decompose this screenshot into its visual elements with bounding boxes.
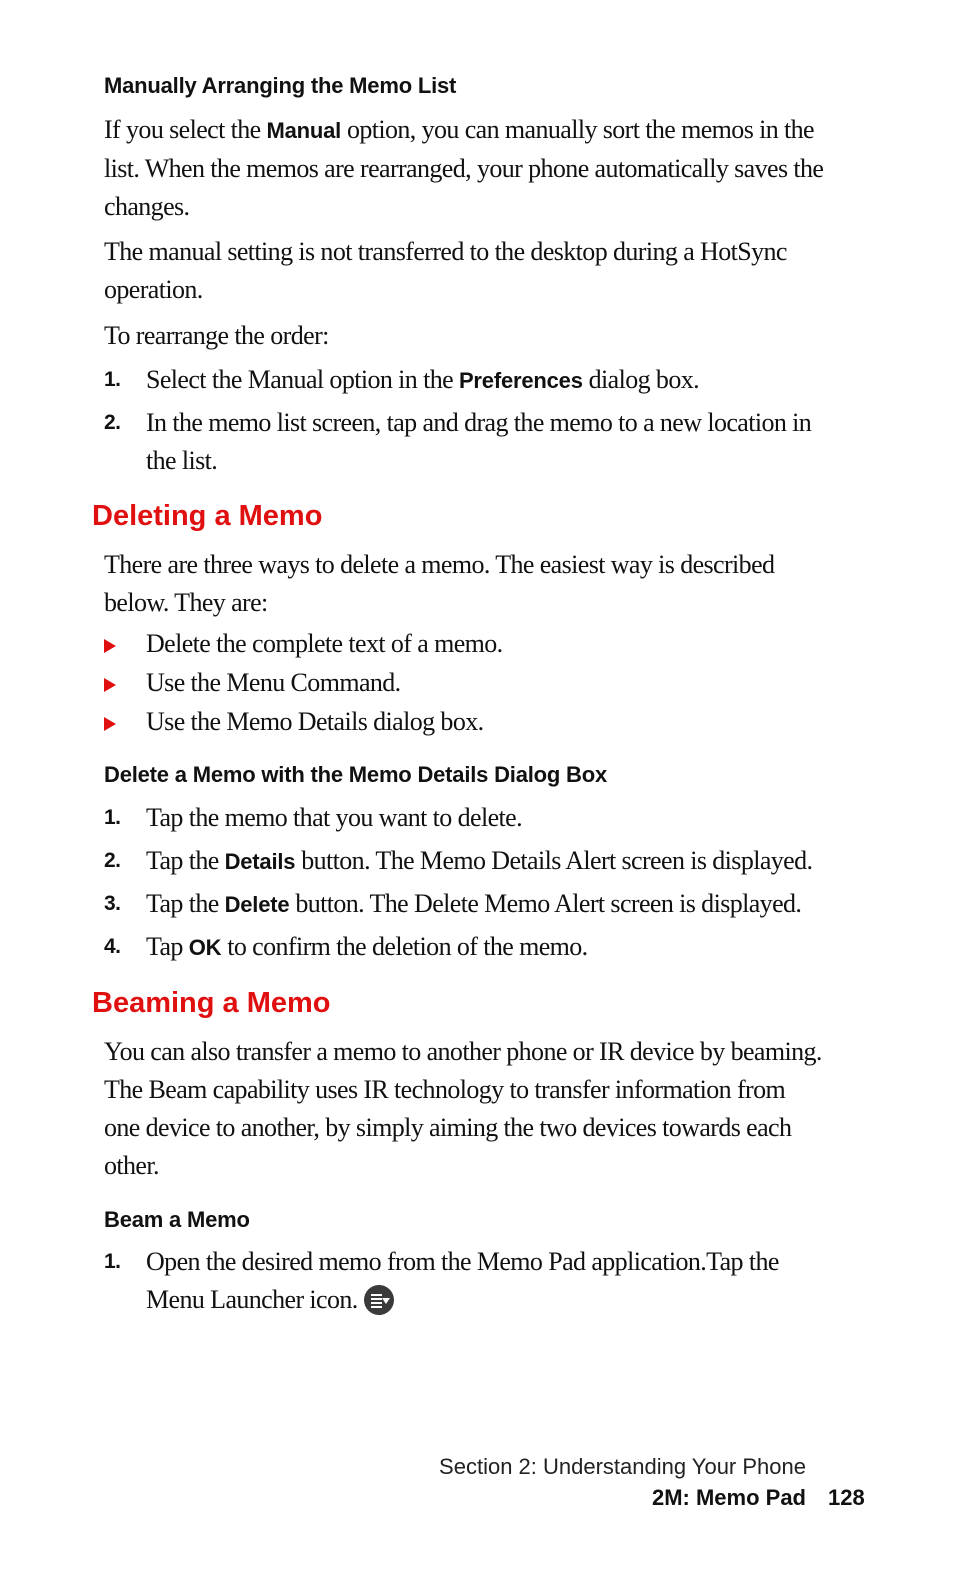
paragraph-beam-intro: You can also transfer a memo to another phone or IR device by beaming. The Beam capability uses IR technology to transfer information from one device to another, by simply aiming the two devices towards each other. bbox=[104, 1037, 822, 1180]
step-number: 2. bbox=[104, 411, 121, 434]
paragraph-delete-intro: There are three ways to delete a memo. The easiest way is described below. They are: bbox=[104, 550, 775, 617]
bold-term: Manual bbox=[266, 118, 342, 143]
step-text-part: Tap bbox=[146, 932, 189, 961]
step-item bbox=[104, 404, 824, 480]
bold-term: Preferences bbox=[458, 368, 583, 393]
step-number: 1. bbox=[104, 368, 121, 391]
step-text-part: Tap the bbox=[146, 846, 225, 875]
paragraph-rearrange-intro: To rearrange the order: bbox=[104, 321, 329, 350]
step-item bbox=[104, 799, 824, 838]
step-text bbox=[146, 1243, 824, 1319]
bullet-item bbox=[104, 703, 824, 741]
step-number: 3. bbox=[104, 892, 121, 915]
step-text-part: button. The Memo Details Alert screen is displayed. bbox=[295, 846, 813, 875]
paragraph-text: If you select the bbox=[104, 115, 267, 144]
step-item bbox=[104, 361, 824, 400]
paragraph-text: option, you can manually sort the memos in the list. When the memos are rearranged, your phone automatically saves the changes. bbox=[104, 115, 824, 221]
step-text-part: Select the Manual option in the bbox=[146, 365, 459, 394]
section-heading-beaming: Beaming a Memo bbox=[92, 987, 331, 1019]
paragraph-hotsync-note: The manual setting is not transferred to the desktop during a HotSync operation. bbox=[104, 237, 787, 304]
subheading-delete-details: Delete a Memo with the Memo Details Dialog Box bbox=[104, 762, 608, 787]
step-text bbox=[146, 885, 824, 924]
footer-chapter-label: 2M: Memo Pad bbox=[651, 1485, 806, 1510]
step-number: 1. bbox=[104, 1250, 121, 1273]
step-text-part: to confirm the deletion of the memo. bbox=[221, 932, 588, 961]
step-number: 1. bbox=[104, 806, 121, 829]
step-text-part: button. The Delete Memo Alert screen is displayed. bbox=[289, 889, 802, 918]
subheading-manual-arrange: Manually Arranging the Memo List bbox=[104, 73, 457, 98]
step-number: 2. bbox=[104, 849, 121, 872]
step-text bbox=[146, 928, 824, 967]
bullet-arrow-icon bbox=[104, 639, 116, 653]
step-text-part: Tap the memo that you want to delete. bbox=[146, 803, 522, 832]
step-text bbox=[146, 799, 824, 838]
bold-term: Details bbox=[224, 849, 296, 874]
bullet-item bbox=[104, 664, 824, 702]
step-text-part: Tap the bbox=[146, 889, 225, 918]
bullet-arrow-icon bbox=[104, 717, 116, 731]
step-text-part: Open the desired memo from the Memo Pad application.Tap the Menu Launcher icon. bbox=[146, 1247, 779, 1314]
step-text bbox=[146, 842, 824, 881]
footer-section-label: Section 2: Understanding Your Phone bbox=[439, 1454, 806, 1479]
step-text: In the memo list screen, tap and drag the memo to a new location in the list. bbox=[146, 408, 812, 475]
step-item bbox=[104, 1243, 824, 1319]
bullet-text: Delete the complete text of a memo. bbox=[146, 629, 503, 658]
step-item bbox=[104, 885, 824, 924]
step-number: 4. bbox=[104, 935, 121, 958]
step-text-part: dialog box. bbox=[582, 365, 700, 394]
page-number: 128 bbox=[828, 1485, 865, 1510]
step-item bbox=[104, 928, 824, 967]
bullet-text: Use the Memo Details dialog box. bbox=[146, 707, 484, 736]
bullet-arrow-icon bbox=[104, 678, 116, 692]
section-heading-deleting: Deleting a Memo bbox=[92, 500, 323, 532]
bold-term: OK bbox=[188, 935, 222, 960]
step-text bbox=[146, 361, 824, 400]
bullet-text: Use the Menu Command. bbox=[146, 668, 401, 697]
menu-launcher-icon bbox=[364, 1285, 394, 1315]
step-item bbox=[104, 842, 824, 881]
bold-term: Delete bbox=[224, 892, 290, 917]
bullet-item bbox=[104, 625, 824, 663]
subheading-beam-memo: Beam a Memo bbox=[104, 1207, 250, 1232]
paragraph-manual-option bbox=[104, 111, 824, 226]
